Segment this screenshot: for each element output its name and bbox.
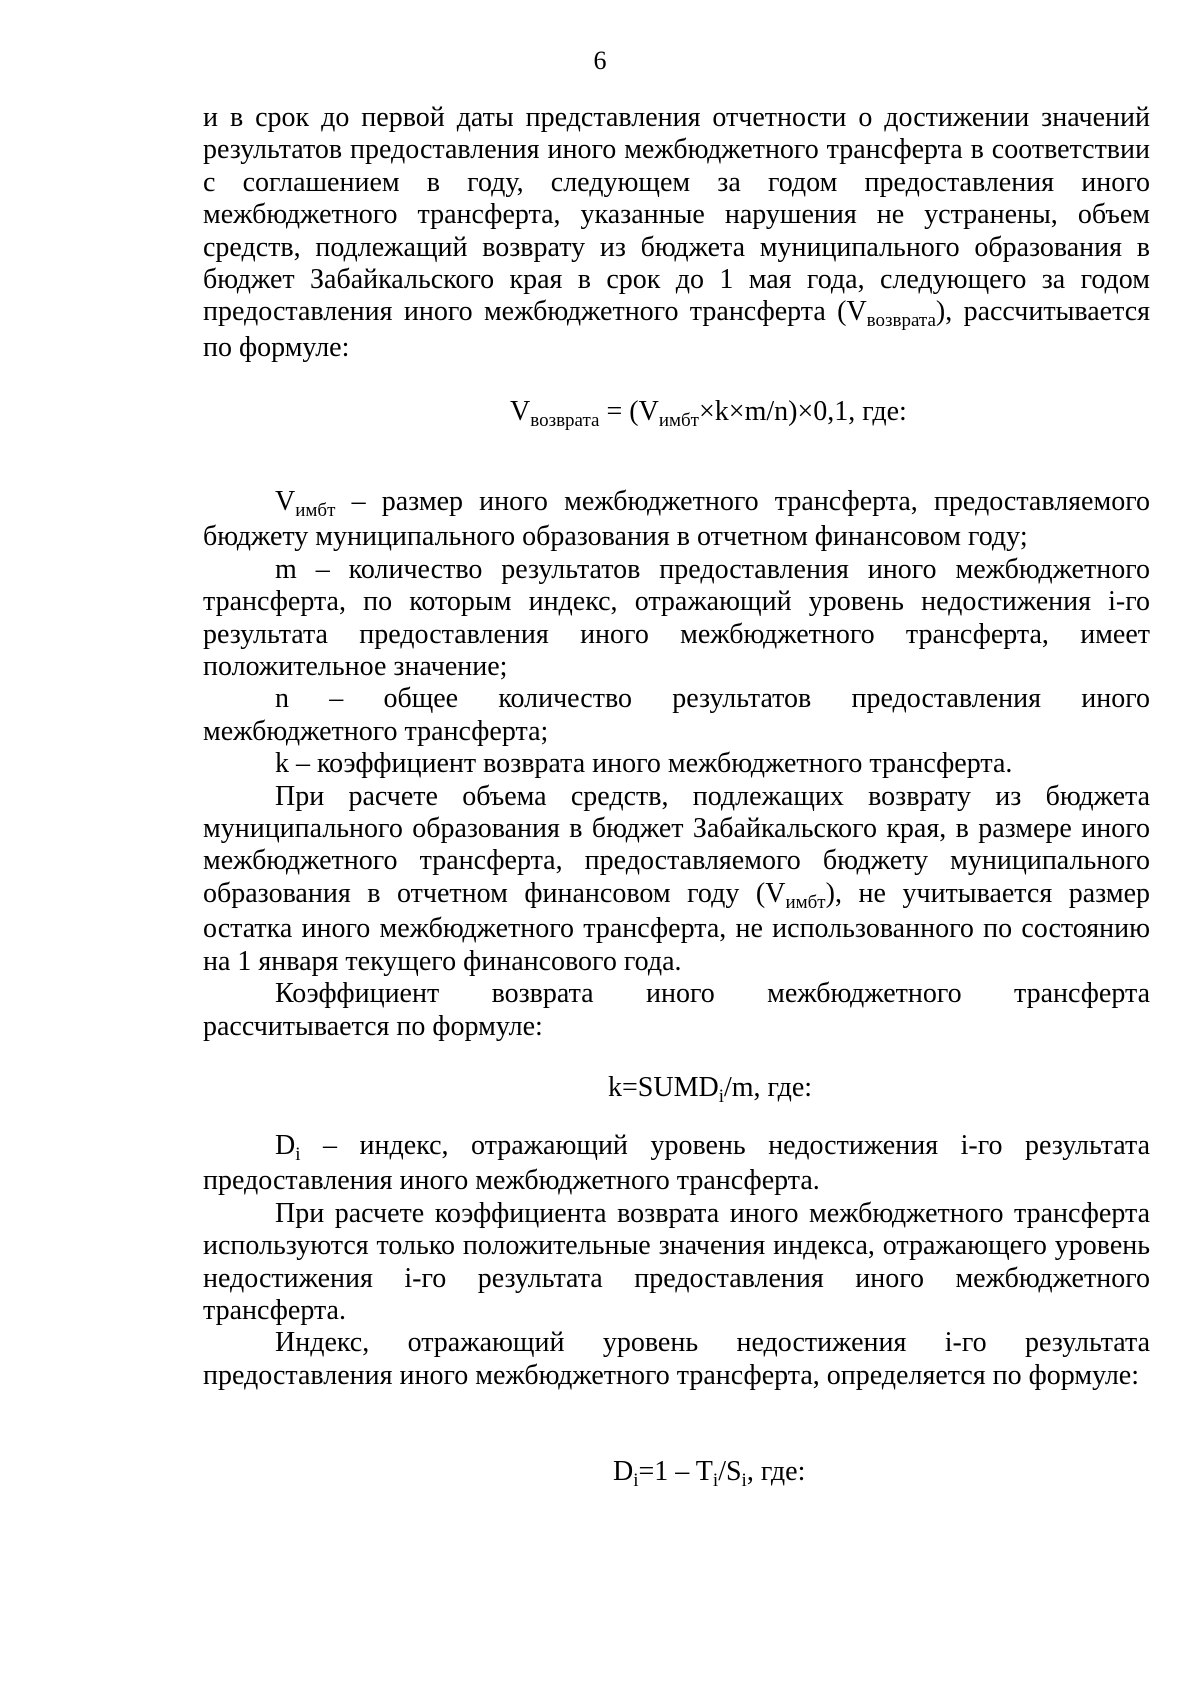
definition-symbol: V: [275, 486, 296, 517]
paragraph-positive-values: При расчете коэффициента возврата иного межбюджетного трансферта используются только положительные значения индекса, отражающего уровень недостижения i-го результата предоставления иного межбюджетного трансферта.: [203, 1197, 1150, 1327]
text-block-1: [203, 102, 1150, 364]
subscript: имбт: [295, 500, 336, 521]
subscript: возврата: [866, 310, 936, 332]
subscript: i: [741, 1470, 747, 1491]
definition-v-imbt: [203, 486, 1150, 554]
definition-d-i: [203, 1130, 1150, 1198]
subscript: i: [712, 1470, 719, 1491]
formula-text: /S: [718, 1456, 742, 1487]
definition-text: – индекс, отражающий уровень недостижения i-го результата предоставления иного межбюджетного трансферта.: [203, 1130, 1150, 1197]
paragraph-remainder-exclusion: [203, 781, 1150, 978]
formula-text: ×k×m/n)×0,1, где:: [698, 396, 907, 427]
formula-index: [0, 1456, 1200, 1491]
formula-text: , где:: [746, 1456, 806, 1487]
paragraph-index-intro: Индекс, отражающий уровень недостижения i-го результата предоставления иного межбюджетного трансферта, определяется по формуле:: [203, 1327, 1150, 1391]
subscript: i: [295, 1144, 301, 1165]
formula-text: D: [613, 1456, 634, 1487]
paragraph-text: ), не учитывается размер остатка иного межбюджетного трансферта, не использованного по состоянию на 1 января текущего финансового года.: [203, 877, 1150, 977]
subscript: имбт: [785, 891, 826, 913]
formula-text: /m, где:: [723, 1072, 813, 1103]
formula-text: = (V: [599, 396, 659, 427]
paragraph-text: При расчете объема средств, подлежащих возврату из бюджета муниципального образования в бюджет Забайкальского края, в размере иного межбюджетного трансферта, предоставляемого бюджету муниципального образования в отчетном финансовом году (V: [203, 780, 1150, 909]
formula-coefficient: [0, 1072, 1200, 1107]
subscript: имбт: [658, 410, 699, 431]
formula-symbol: V: [510, 396, 531, 427]
formula-return-volume: [0, 396, 1200, 431]
paragraph-coefficient-intro: Коэффициент возврата иного межбюджетного трансферта рассчитывается по формуле:: [203, 978, 1150, 1042]
subscript: i: [718, 1086, 724, 1107]
paragraph-text: ), рассчитывается по формуле:: [203, 296, 1150, 363]
definition-n: n – общее количество результатов предоставления иного межбюджетного трансферта;: [203, 683, 1150, 747]
definition-symbol: D: [275, 1130, 296, 1161]
formula-text: k=SUMD: [608, 1072, 719, 1103]
paragraph-return-volume: [203, 102, 1150, 364]
subscript: i: [633, 1470, 639, 1491]
definition-k: k – коэффициент возврата иного межбюджетного трансферта.: [275, 748, 1013, 780]
definition-m: m – количество результатов предоставления иного межбюджетного трансферта, по которым индекс, отражающий уровень недостижения i-го результата предоставления иного межбюджетного трансферта, имеет положительное значение;: [203, 553, 1150, 683]
text-block-2: [203, 486, 1150, 1043]
definition-text: – размер иного межбюджетного трансферта, предоставляемого бюджету муниципального образования в отчетном финансовом году;: [203, 486, 1150, 553]
subscript: возврата: [530, 410, 600, 431]
formula-text: =1 – T: [638, 1456, 713, 1487]
text-block-3: [203, 1130, 1150, 1392]
page-number: 6: [593, 46, 607, 75]
paragraph-text: и в срок до первой даты представления отчетности о достижении значений результатов предоставления иного межбюджетного трансферта в соответствии с соглашением в году, следующем за годом предоставления иного межбюджетного трансферта, указанные нарушения не устранены, объем средств, подлежащий возврату из бюджета муниципального образования в бюджет Забайкальского края в срок до 1 мая года, следующего за годом предоставления иного межбюджетного трансферта (V: [203, 102, 1150, 328]
